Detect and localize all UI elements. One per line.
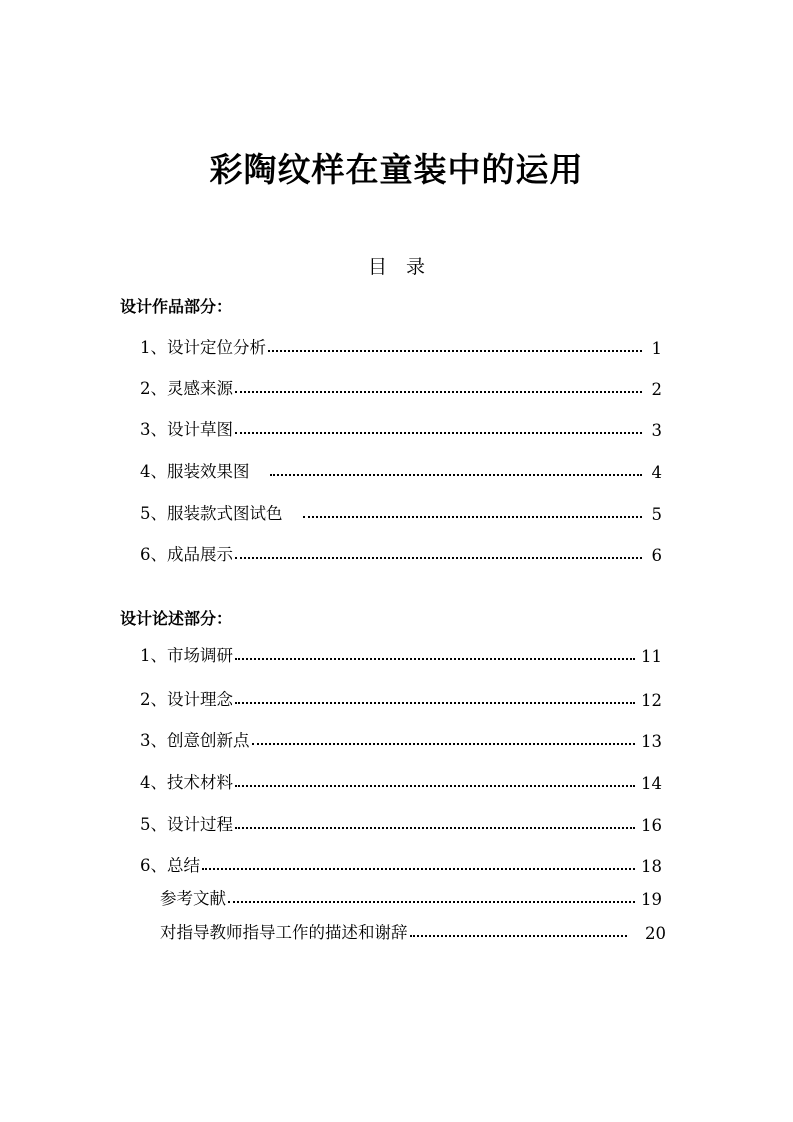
dot-leader: [252, 743, 636, 745]
toc-entry-page: 5: [651, 505, 662, 524]
toc-heading: 目 录: [367, 256, 425, 278]
toc-entry-label: 参考文献: [160, 889, 226, 908]
toc-entry-page: 6: [651, 546, 662, 565]
toc-entry[interactable]: [140, 852, 662, 876]
dot-leader: [268, 350, 642, 352]
toc-entry-page: 19: [641, 890, 662, 909]
dot-leader: [235, 557, 642, 559]
toc-entry[interactable]: [140, 686, 662, 710]
toc-entry[interactable]: [140, 416, 662, 440]
toc-entry-label: 3、创意创新点: [140, 731, 250, 750]
toc-entry-page: 14: [641, 774, 662, 793]
dot-leader: [202, 868, 635, 870]
dot-leader: [235, 702, 635, 704]
toc-entry-label: 4、服装效果图: [140, 462, 250, 481]
toc-entry-label: 5、服装款式图试色: [140, 504, 283, 523]
dot-leader: [270, 474, 643, 476]
toc-entry[interactable]: [140, 769, 662, 793]
toc-entry-page: 20: [645, 924, 666, 943]
toc-entry-label: 2、灵感来源: [140, 379, 233, 398]
toc-entry-page: 2: [651, 380, 662, 399]
section-heading-design-discussion: 设计论述部分：: [120, 609, 233, 628]
toc-entry-label: 对指导教师指导工作的描述和谢辞: [160, 923, 408, 942]
toc-entry-label: 4、技术材料: [140, 773, 233, 792]
dot-leader: [303, 516, 643, 518]
document-title: 彩陶纹样在童装中的运用: [209, 150, 584, 189]
toc-entry-page: 11: [641, 647, 662, 666]
toc-entry[interactable]: [160, 885, 662, 909]
section-heading-design-works: 设计作品部分：: [120, 297, 233, 316]
toc-entry-label: 6、成品展示: [140, 545, 233, 564]
toc-entry-page: 3: [651, 421, 662, 440]
toc-entry[interactable]: [140, 541, 662, 565]
dot-leader: [235, 827, 635, 829]
toc-entry-label: 3、设计草图: [140, 420, 233, 439]
toc-entry-label: 6、总结: [140, 856, 200, 875]
toc-entry-label: 1、设计定位分析: [140, 338, 266, 357]
toc-entry[interactable]: [140, 727, 662, 751]
toc-entry-page: 18: [641, 857, 662, 876]
toc-entry-label: 1、市场调研: [140, 646, 233, 665]
toc-entry-page: 12: [641, 691, 662, 710]
toc-entry[interactable]: [140, 458, 662, 482]
dot-leader: [235, 391, 642, 393]
toc-entry[interactable]: [140, 334, 662, 358]
toc-entry[interactable]: [140, 811, 662, 835]
toc-entry-page: 16: [641, 816, 662, 835]
toc-entry-page: 4: [651, 463, 662, 482]
toc-entry-label: 5、设计过程: [140, 815, 233, 834]
toc-entry[interactable]: [140, 500, 662, 524]
toc-entry[interactable]: [140, 375, 662, 399]
toc-entry[interactable]: [160, 919, 666, 943]
toc-entry-page: 1: [651, 339, 662, 358]
toc-entry[interactable]: [140, 642, 662, 666]
toc-entry-page: 13: [641, 732, 662, 751]
dot-leader: [235, 785, 635, 787]
dot-leader: [228, 901, 635, 903]
toc-entry-label: 2、设计理念: [140, 690, 233, 709]
dot-leader: [235, 432, 642, 434]
dot-leader: [410, 935, 628, 937]
dot-leader: [235, 658, 635, 660]
